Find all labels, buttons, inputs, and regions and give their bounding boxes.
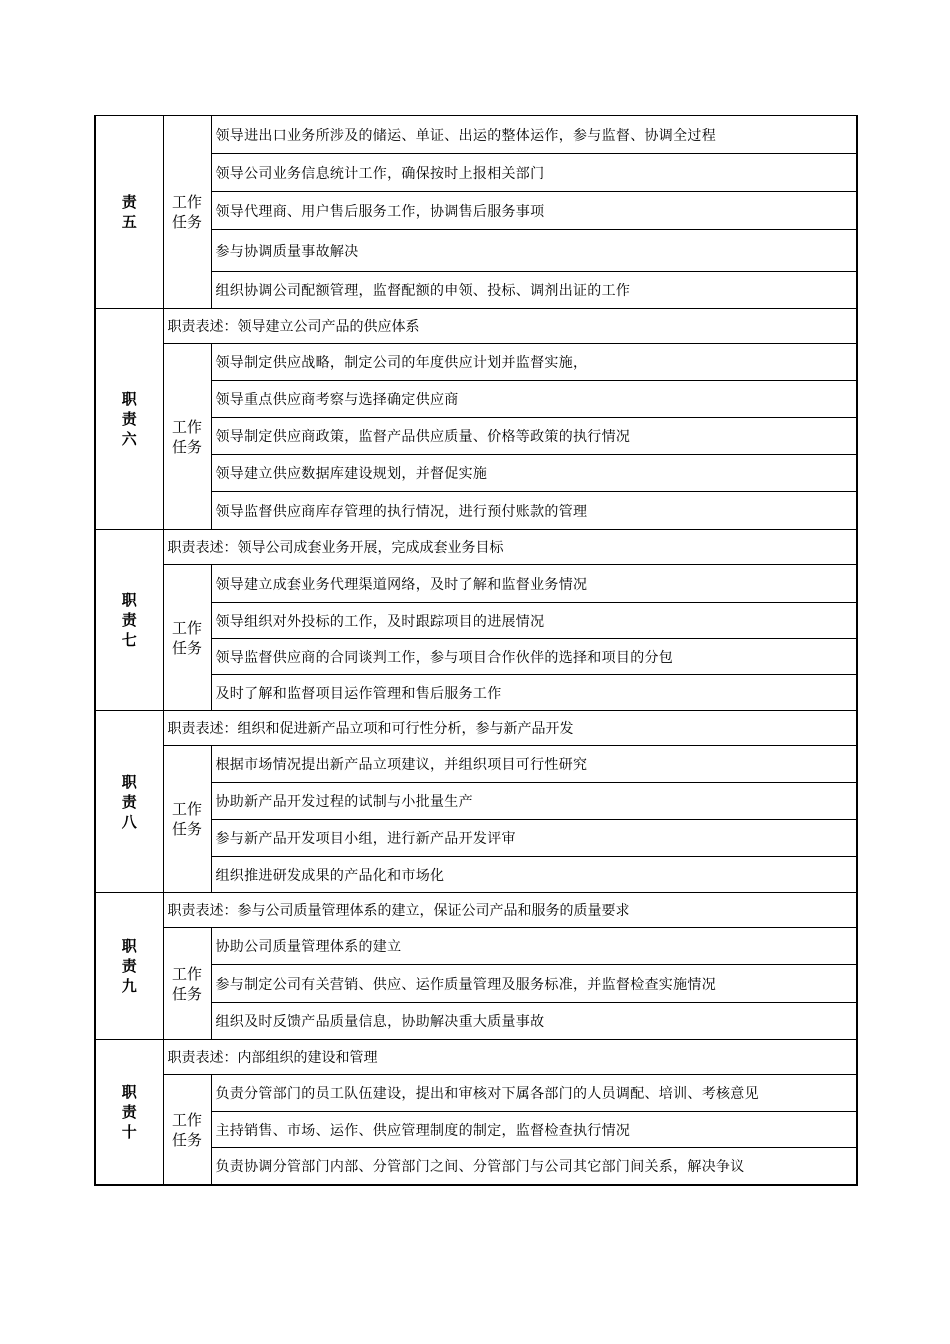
statement-row — [95, 530, 857, 565]
statement-text: 参与公司质量管理体系的建立，保证公司产品和服务的质量要求 — [237, 903, 630, 919]
task-item: 领导建立供应数据库建设规划，并督促实施 — [211, 455, 857, 492]
task-item: 参与制定公司有关营销、供应、运作质量管理及服务标准，并监督检查实施情况 — [211, 965, 857, 1003]
statement-text: 组织和促进新产品立项和可行性分析，参与新产品开发 — [237, 721, 574, 737]
responsibility-title-char: 责 — [121, 1103, 137, 1121]
task-item: 协助新产品开发过程的试制与小批量生产 — [211, 783, 857, 820]
task-item: 负责协调分管部门内部、分管部门之间、分管部门与公司其它部门间关系，解决争议 — [211, 1148, 857, 1186]
responsibility-title-char: 十 — [121, 1123, 137, 1141]
task-item: 组织推进研发成果的产品化和市场化 — [211, 857, 857, 893]
task-label-line: 任务 — [171, 984, 202, 1003]
responsibility-title-char: 责 — [121, 611, 137, 629]
task-item: 领导制定供应战略，制定公司的年度供应计划并监督实施， — [211, 344, 857, 381]
task-label-line: 任务 — [171, 638, 202, 657]
responsibility-title-char: 责 — [121, 410, 137, 428]
task-item: 及时了解和监督项目运作管理和售后服务工作 — [211, 675, 857, 711]
task-row — [95, 565, 857, 603]
responsibility-statement — [163, 530, 857, 565]
task-label-line: 任务 — [171, 213, 202, 231]
task-label-line: 工作 — [171, 417, 202, 436]
responsibility-title-char: 职 — [121, 390, 137, 408]
task-item: 主持销售、市场、运作、供应管理制度的制定，监督检查执行情况 — [211, 1112, 857, 1148]
statement-text: 领导公司成套业务开展，完成成套业务目标 — [237, 540, 504, 556]
responsibility-title — [95, 116, 163, 309]
statement-row — [95, 309, 857, 344]
task-row — [95, 746, 857, 783]
statement-row — [95, 893, 857, 928]
task-item: 组织及时反馈产品质量信息，协助解决重大质量事故 — [211, 1003, 857, 1040]
task-row — [95, 1075, 857, 1112]
task-row — [95, 116, 857, 154]
task-item: 组织协调公司配额管理，监督配额的申领、投标、调剂出证的工作 — [211, 272, 857, 309]
task-label — [163, 344, 211, 530]
task-label — [163, 565, 211, 711]
task-item: 参与新产品开发项目小组，进行新产品开发评审 — [211, 820, 857, 857]
responsibility-title — [95, 530, 163, 711]
task-label-line: 工作 — [171, 800, 202, 818]
responsibility-title-char: 职 — [121, 772, 137, 791]
task-label-line: 任务 — [171, 437, 202, 456]
responsibility-title-char: 六 — [121, 430, 137, 448]
task-row — [95, 928, 857, 965]
task-item: 根据市场情况提出新产品立项建议，并组织项目可行性研究 — [211, 746, 857, 783]
task-label — [163, 116, 211, 309]
responsibility-title-char: 职 — [121, 591, 137, 609]
responsibility-title-char: 职 — [121, 937, 137, 955]
responsibility-title — [95, 711, 163, 893]
task-label-line: 任务 — [171, 1130, 202, 1149]
task-item: 领导重点供应商考察与选择确定供应商 — [211, 381, 857, 418]
task-item: 领导建立成套业务代理渠道网络，及时了解和监督业务情况 — [211, 565, 857, 603]
responsibility-title-char: 责 — [121, 193, 137, 211]
task-label — [163, 1075, 211, 1186]
task-item: 领导监督供应商库存管理的执行情况，进行预付账款的管理 — [211, 492, 857, 530]
responsibility-title-char: 七 — [121, 631, 137, 649]
task-item: 领导代理商、用户售后服务工作，协调售后服务事项 — [211, 192, 857, 230]
task-label-line: 工作 — [171, 618, 202, 637]
responsibility-title-char: 责 — [121, 957, 137, 975]
task-item: 领导组织对外投标的工作，及时跟踪项目的进展情况 — [211, 603, 857, 639]
task-item: 参与协调质量事故解决 — [211, 230, 857, 272]
task-label — [163, 928, 211, 1040]
responsibility-title-char: 八 — [121, 812, 137, 831]
responsibility-statement — [163, 1040, 857, 1075]
responsibility-title-char: 九 — [121, 977, 137, 995]
task-label-line: 任务 — [171, 820, 202, 838]
task-item: 领导进出口业务所涉及的储运、单证、出运的整体运作，参与监督、协调全过程 — [211, 116, 857, 154]
statement-text: 领导建立公司产品的供应体系 — [237, 319, 420, 335]
statement-prefix: 职责表述： — [167, 903, 238, 919]
task-label — [163, 746, 211, 893]
statement-prefix: 职责表述： — [167, 1050, 238, 1066]
task-item: 领导监督供应商的合同谈判工作，参与项目合作伙伴的选择和项目的分包 — [211, 639, 857, 675]
statement-prefix: 职责表述： — [167, 540, 238, 556]
responsibility-table — [94, 115, 858, 1186]
task-row — [95, 344, 857, 381]
task-item: 负责分管部门的员工队伍建设，提出和审核对下属各部门的人员调配、培训、考核意见 — [211, 1075, 857, 1112]
responsibility-title-char: 职 — [121, 1083, 137, 1101]
task-label-line: 工作 — [171, 193, 202, 211]
statement-text: 内部组织的建设和管理 — [237, 1050, 378, 1066]
responsibility-statement — [163, 309, 857, 344]
responsibility-title — [95, 309, 163, 530]
task-item: 协助公司质量管理体系的建立 — [211, 928, 857, 965]
task-label-line: 工作 — [171, 964, 202, 983]
statement-prefix: 职责表述： — [167, 319, 238, 335]
responsibility-statement — [163, 711, 857, 746]
statement-row — [95, 1040, 857, 1075]
task-item: 领导制定供应商政策，监督产品供应质量、价格等政策的执行情况 — [211, 418, 857, 455]
task-item: 领导公司业务信息统计工作，确保按时上报相关部门 — [211, 154, 857, 192]
statement-prefix: 职责表述： — [167, 721, 238, 737]
statement-row — [95, 711, 857, 746]
responsibility-title — [95, 1040, 163, 1186]
task-label-line: 工作 — [171, 1110, 202, 1129]
responsibility-title-char: 五 — [121, 213, 137, 231]
responsibility-statement — [163, 893, 857, 928]
responsibility-title-char: 责 — [121, 792, 137, 811]
responsibility-title — [95, 893, 163, 1040]
